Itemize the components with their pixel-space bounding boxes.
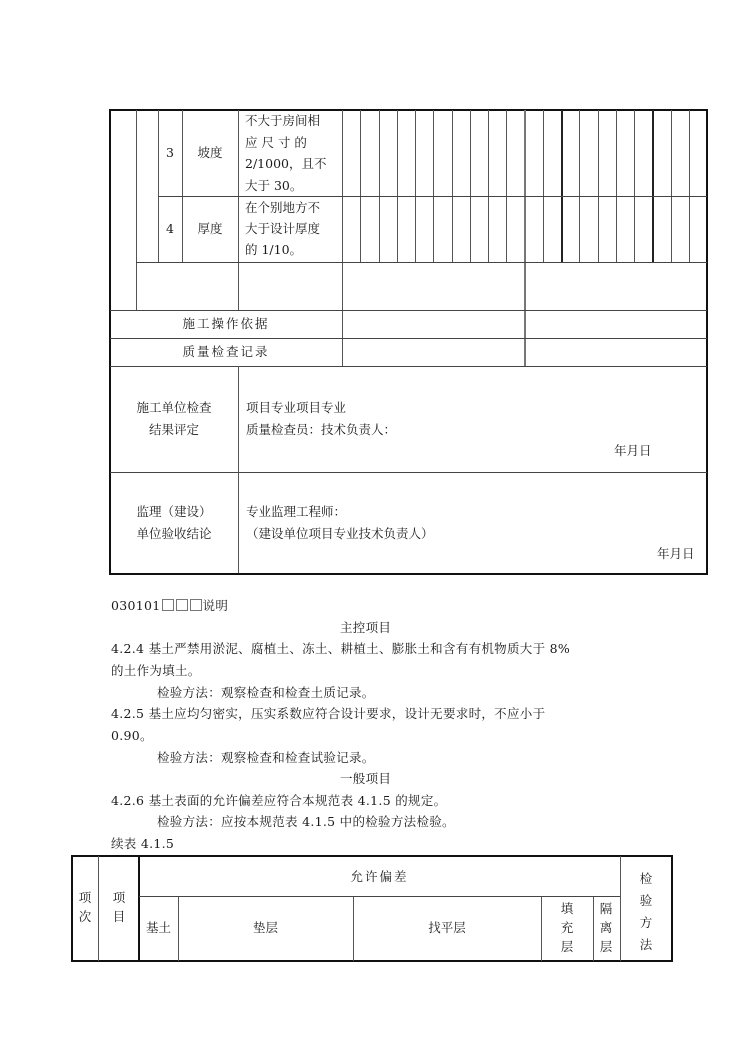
content-line: 项目专业项目专业 (246, 400, 347, 415)
measurement-grid-line (561, 110, 563, 262)
char: 层 (560, 939, 574, 954)
measurement-grid-line (452, 110, 453, 262)
construction-unit-date: 年月日 (614, 443, 652, 458)
col-header-cushion: 垫层 (252, 920, 278, 935)
table2-right-border (671, 855, 673, 962)
row-criteria (245, 110, 341, 196)
criteria-line: 2/1000，且不 (245, 156, 327, 171)
char: 法 (639, 937, 653, 952)
measurement-grid-line (379, 110, 380, 262)
grid-line (139, 896, 620, 897)
label-line: 结果评定 (148, 422, 199, 437)
char: 充 (560, 920, 574, 935)
char: 验 (639, 893, 653, 908)
grid-line (238, 366, 239, 573)
label-line: 施工单位检查 (136, 400, 212, 415)
char: 填 (560, 901, 574, 916)
label-line: 单位验收结论 (136, 526, 212, 541)
measurement-grid-line (360, 110, 361, 262)
row-criteria (245, 197, 341, 260)
label-line: 监理（建设） (136, 504, 212, 519)
construction-basis-label: 施工操作依据 (182, 316, 270, 331)
char: 次 (78, 909, 92, 924)
grid-line (593, 896, 594, 961)
content-line: （建设单位项目专业技术负责人） (246, 526, 434, 541)
char: 项 (112, 890, 126, 905)
char: 检 (639, 871, 653, 886)
measurement-grid-line (616, 110, 617, 262)
checkbox-icon (162, 599, 174, 611)
grid-line (136, 262, 707, 263)
supervision-unit-content (246, 501, 434, 545)
col-header-index (75, 888, 95, 926)
construction-unit-content (246, 397, 396, 441)
char: 目 (112, 909, 126, 924)
char: 层 (599, 939, 613, 954)
measurement-grid-line (579, 110, 580, 262)
grid-line (541, 896, 542, 961)
measurement-grid-line (598, 110, 599, 262)
grid-line (238, 110, 239, 310)
col-header-item (109, 888, 129, 926)
char: 隔 (599, 901, 613, 916)
row-item: 厚度 (197, 221, 223, 236)
measurement-grid-line (433, 110, 434, 262)
col-header-filling (557, 899, 577, 956)
grid-line (158, 196, 707, 197)
grid-line (110, 338, 707, 339)
col-header-base-soil: 基土 (145, 920, 171, 935)
table1-top-border (109, 109, 708, 111)
grid-line (342, 110, 343, 366)
measurement-grid-line (689, 110, 690, 262)
content-line: 专业监理工程师： (246, 504, 347, 519)
quality-record-label: 质量检查记录 (182, 344, 270, 359)
paragraph: 的土作为填土。 (111, 663, 201, 678)
paragraph: 0.90。 (111, 728, 153, 743)
method-line: 检验方法：观察检查和检查土质记录。 (157, 685, 375, 700)
main-heading: 主控项目 (340, 620, 392, 635)
row-index: 4 (166, 221, 174, 236)
method-line: 检验方法：观察检查和检查试验记录。 (157, 750, 375, 765)
content-line: 质量检查员：技术负责人： (246, 422, 397, 437)
checkbox-icon (190, 599, 202, 611)
measurement-grid-line (415, 110, 416, 262)
col-header-isolation (596, 899, 616, 956)
general-heading: 一般项目 (340, 771, 392, 786)
supervision-unit-label (110, 501, 238, 545)
char: 离 (599, 920, 613, 935)
code-line (111, 597, 228, 615)
criteria-line: 大于 30。 (245, 177, 303, 193)
paragraph: 4.2.5 基土应均匀密实，压实系数应符合设计要求，设计无要求时，不应小于 (111, 706, 546, 721)
measurement-grid-line (543, 110, 544, 262)
criteria-line: 的 1/10。 (245, 242, 303, 257)
measurement-grid-line (634, 110, 635, 262)
grid-line (110, 310, 707, 311)
col-header-method (636, 868, 656, 956)
code-suffix: 说明 (202, 598, 229, 613)
table2-left-border (71, 855, 73, 962)
code-prefix: 030101 (111, 598, 161, 613)
char: 方 (639, 915, 653, 930)
grid-line (110, 472, 707, 473)
construction-unit-label (110, 397, 238, 441)
grid-line (110, 366, 707, 367)
col-header-leveling: 找平层 (428, 920, 466, 935)
grid-line (620, 856, 621, 961)
measurement-grid-line (397, 110, 398, 262)
criteria-line: 应 尺 寸 的 (245, 134, 307, 150)
supervision-unit-date: 年月日 (657, 546, 695, 561)
measurement-grid-line (488, 110, 489, 262)
paragraph: 4.2.6 基土表面的允许偏差应符合本规范表 4.1.5 的规定。 (111, 793, 447, 808)
measurement-grid-line (470, 110, 471, 262)
measurement-grid-line (671, 110, 672, 262)
table1-bottom-border (109, 573, 708, 575)
method-line: 检验方法：应按本规范表 4.1.5 中的检验方法检验。 (157, 814, 455, 829)
checkbox-icon (176, 599, 188, 611)
criteria-line: 不大于房间相 (245, 113, 321, 128)
table1-right-border (706, 109, 708, 574)
row-index: 3 (166, 145, 174, 160)
char: 项 (78, 890, 92, 905)
criteria-line: 大于设计厚度 (245, 221, 321, 236)
col-header-allowed-deviation: 允许偏差 (350, 869, 409, 884)
paragraph: 4.2.4 基土严禁用淤泥、腐植土、冻土、耕植土、膨胀土和含有有机物质大于 8% (111, 641, 571, 656)
table2-top-border (71, 855, 673, 857)
grid-line (524, 110, 526, 366)
criteria-line: 在个别地方不 (245, 200, 321, 215)
continued-table-label: 续表 4.1.5 (111, 836, 175, 851)
measurement-grid-line (506, 110, 507, 262)
grid-line (136, 110, 137, 310)
measurement-grid-line (652, 110, 654, 262)
table2-bottom-border (71, 960, 673, 962)
row-item: 坡度 (197, 145, 223, 160)
grid-line (98, 856, 99, 961)
